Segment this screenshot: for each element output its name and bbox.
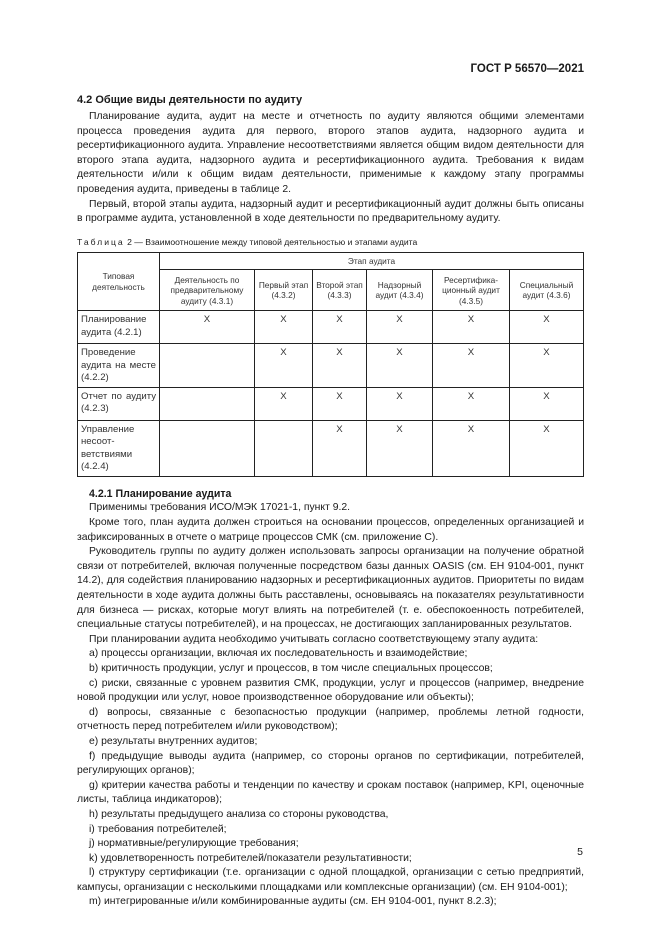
table-cell: X xyxy=(367,420,433,476)
table-cell: X xyxy=(510,344,584,388)
row-label: Управление несоот-ветствиями (4.2.4) xyxy=(78,420,160,476)
table-row xyxy=(78,420,584,476)
group-header: Этап аудита xyxy=(160,253,584,270)
table-cell: X xyxy=(510,420,584,476)
table-cell: X xyxy=(160,311,255,344)
column-header: Специальный аудит (4.3.6) xyxy=(510,270,584,311)
paragraph: a) процессы организации, включая их последовательность и взаимодействие; xyxy=(89,648,468,660)
table-cell: X xyxy=(433,387,510,420)
table-cell xyxy=(255,420,313,476)
table-cell: X xyxy=(367,311,433,344)
paragraph: c) риски, связанные с уровнем развития СМК, продукции, услуг и процессов (например, внедрение новой продукции или услуг, новое производственное оборудование или объекты); xyxy=(77,677,584,704)
column-header: Первый этап (4.3.2) xyxy=(255,270,313,311)
table-cell: X xyxy=(433,311,510,344)
document-id: ГОСТ Р 56570—2021 xyxy=(470,63,584,75)
table-cell xyxy=(160,420,255,476)
table-cell: X xyxy=(255,311,313,344)
page-number: 5 xyxy=(577,846,583,858)
section-heading: 4.2 Общие виды деятельности по аудиту xyxy=(77,94,303,106)
paragraph: Планирование аудита, аудит на месте и отчетность по аудиту являются общими элементами процесса проведения аудита для первого, второго этапов аудита, надзорного аудита и ресертификационного аудита. Управление несоответствиями является общим видом деятельности для второго этапа аудита, надзорного аудита и ресертификационного аудита. Требования к видам деятельности и/или к общим видам деятельности, применимые к каждому этапу программы проведения аудита, приведены в таблице 2. xyxy=(77,111,584,195)
table-cell: X xyxy=(255,387,313,420)
table-cell: X xyxy=(433,344,510,388)
paragraph: d) вопросы, связанные с безопасностью продукции (например, проблемы летной годности, отчетность перед потребителем и/или руководством); xyxy=(77,706,584,733)
table-caption-text: 2 — Взаимоотношение между типовой деятельностью и этапами аудита xyxy=(127,236,418,247)
paragraph: m) интегрированные и/или комбинированные аудиты (см. ЕН 9104-001, пункт 8.2.3); xyxy=(89,896,497,908)
column-header: Надзорный аудит (4.3.4) xyxy=(367,270,433,311)
table-cell: X xyxy=(313,311,367,344)
page-body xyxy=(77,92,584,910)
table-cell xyxy=(160,344,255,388)
table-cell: X xyxy=(510,311,584,344)
table-cell: X xyxy=(313,420,367,476)
paragraph: l) структуру сертификации (т.е. организации с одной площадкой, организации с сетью предприятий, кампусы, организации с несколькими площадками или комплексные организации) (см. ЕН 9104-001); xyxy=(77,867,584,893)
subsection-text xyxy=(77,501,584,910)
row-label: Планирование аудита (4.2.1) xyxy=(78,311,160,344)
section-text xyxy=(77,110,584,227)
subsection-heading: 4.2.1 Планирование аудита xyxy=(89,487,232,500)
row-header: Типовая деятельность xyxy=(78,253,160,311)
paragraph: k) удовлетворенность потребителей/показатели результативности; xyxy=(89,852,412,864)
table-cell xyxy=(160,387,255,420)
paragraph: i) требования потребителей; xyxy=(89,823,227,835)
paragraph: Руководитель группы по аудиту должен использовать запросы организации на получение обратной связи от потребителей, включая полученные посредством базы данных OASIS (см. ЕН 9104-001, пункт 14.2), для содействия планированию надзорных и ресертификационных аудитов. Приоритеты по видам деятельности в ходе аудита должны быть расставлены, основываясь на показателях результативности для бизнеса — рисках, которые могут влиять на потребителей (т. е. обеспокоенность потребителей, специальные статусы потребителей), и на процессах, не достигающих запланированных результатов. xyxy=(77,546,584,631)
column-header: Ресертифика-ционный аудит (4.3.5) xyxy=(433,270,510,311)
column-header: Деятельность по предварительному аудиту (4.3.1) xyxy=(160,270,255,311)
row-label: Отчет по аудиту (4.2.3) xyxy=(78,387,160,420)
table-row xyxy=(78,387,584,420)
column-header: Второй этап (4.3.3) xyxy=(313,270,367,311)
table-cell: X xyxy=(313,344,367,388)
audit-activity-table xyxy=(77,252,584,477)
table-cell: X xyxy=(367,344,433,388)
paragraph: g) критерии качества работы и тенденции по качеству и срокам поставок (например, KPI, оценочные листы, таблица индикаторов); xyxy=(77,779,584,806)
paragraph: Первый, второй этапы аудита, надзорный аудит и ресертификационный аудит должны быть описаны в программе аудита, установленной в ходе деятельности по предварительному аудиту. xyxy=(77,198,584,225)
paragraph: e) результаты внутренних аудитов; xyxy=(89,735,258,747)
table-row xyxy=(78,344,584,388)
paragraph: h) результаты предыдущего анализа со стороны руководства, xyxy=(89,808,389,820)
table-cell: X xyxy=(255,344,313,388)
paragraph: Кроме того, план аудита должен строиться на основании процессов, определенных организацией и зафиксированных в отчете о матрице процессов СМК (см. приложение С). xyxy=(77,517,584,543)
paragraph: Применимы требования ИСО/МЭК 17021-1, пункт 9.2. xyxy=(89,502,351,514)
table-caption-label: Таблица xyxy=(77,236,125,247)
table-cell: X xyxy=(433,420,510,476)
paragraph: b) критичность продукции, услуг и процессов, в том числе специальных процессов; xyxy=(89,662,493,674)
table-cell: X xyxy=(367,387,433,420)
table-caption xyxy=(77,235,584,250)
table-cell: X xyxy=(313,387,367,420)
row-label: Проведение аудита на месте (4.2.2) xyxy=(78,344,160,388)
table-cell: X xyxy=(510,387,584,420)
table-row xyxy=(78,311,584,344)
paragraph: При планировании аудита необходимо учитывать согласно соответствующему этапу аудита: xyxy=(89,633,539,645)
paragraph: j) нормативные/регулирующие требования; xyxy=(89,838,299,850)
paragraph: f) предыдущие выводы аудита (например, со стороны органов по сертификации, потребителей, регулирующих органов); xyxy=(77,750,584,777)
